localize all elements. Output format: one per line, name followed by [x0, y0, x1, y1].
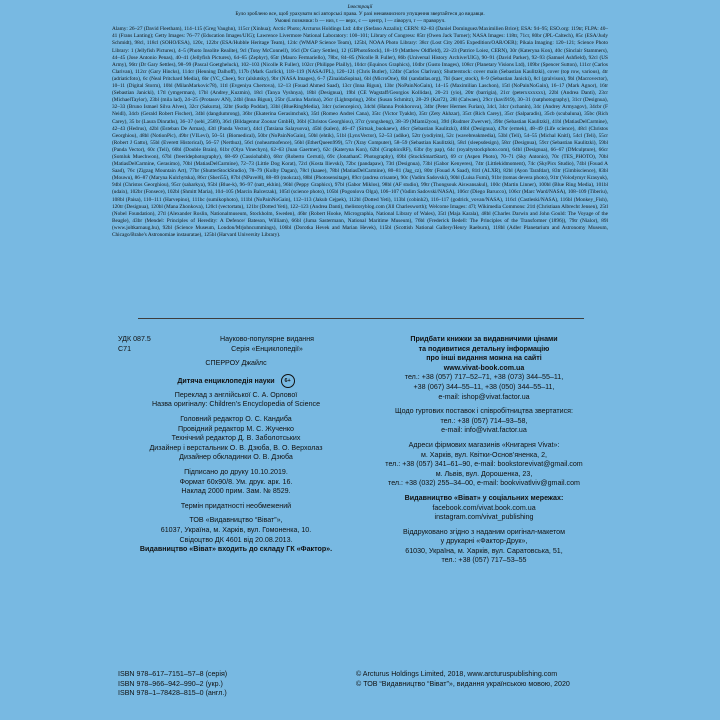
facebook-link[interactable]: facebook.com/vivat.book.com.ua — [432, 503, 536, 512]
printing-line: тел.: +38 (057) 717–53–55 — [441, 556, 527, 565]
buy-contact-line: тел.: +38 (057) 717–52–71, +38 (073) 344–55–11, — [404, 373, 564, 382]
staff-line: Дизайнер і верстальник О. В. Дзюба, В. О. Верхолаз — [149, 443, 323, 452]
print-detail-line: Підписано до друку 10.10.2019. — [184, 467, 288, 476]
printing-line: Віддруковано згідно з наданим оригінал-макетом — [403, 527, 565, 536]
website-link[interactable]: www.vivat-book.com.ua — [443, 363, 525, 372]
social-heading: Видавництво «Віват» у соціальних мережах: — [404, 493, 564, 502]
author-line: СПЕРРОУ Джайлс — [205, 359, 267, 368]
book-title: Дитяча енциклопедія науки — [177, 376, 275, 385]
copyright-line: © ТОВ “Видавництво “Віват”», видання українською мовою, 2020 — [356, 679, 570, 688]
translation-line: Переклад з англійської С. А. Орлової — [174, 390, 298, 399]
print-detail-line: Наклад 2000 прим. Зам. № 8529. — [181, 487, 291, 496]
publisher-line: Свідоцтво ДК 4601 від 20.08.2013. — [179, 535, 293, 544]
publisher-line: ТОВ «Видавництво “Віват”», — [189, 516, 283, 525]
isbn-block — [118, 670, 354, 699]
copyright-line: © Arcturus Holdings Limited, 2018, www.arcturuspublishing.com — [356, 670, 558, 678]
credits-legend-line: Умовні позначки: b — низ, t — верх, c — центр, l — ліворуч, r — праворуч. — [274, 18, 446, 25]
staff-line: Провідний редактор М. С. Жученко — [178, 424, 294, 433]
publisher-line: 61037, Україна, м. Харків, вул. Гомоненка, 10. — [160, 525, 312, 534]
print-detail-line: Формат 60х90/8. Ум. друк. арк. 16. — [179, 477, 293, 486]
imprint-block — [118, 335, 354, 555]
publisher-group-line: Видавництво «Віват» входить до складу ГК «Фактор». — [139, 545, 333, 554]
shelf-life-line: Термін придатності необмежений — [180, 501, 292, 510]
store-line: тел.: +38 (032) 255–34–00, e-mail: bookvivatlviv@gmail.com — [388, 479, 580, 488]
genre-line: Науково-популярне видання — [220, 335, 314, 343]
buy-contact-line: +38 (067) 344–55–11, +38 (050) 344–55–11, — [413, 382, 555, 391]
instagram-link[interactable]: instagram.com/vivat_publishing — [434, 513, 534, 522]
isbn-line: ISBN 978–966–942–990–2 (укр.) — [118, 679, 223, 688]
staff-line: Технічний редактор Д. В. Заболотських — [171, 434, 301, 443]
isbn-line: ISBN 978–617–7151–57–8 (серія) — [118, 670, 228, 678]
store-line: тел.: +38 (057) 341–61–90, e-mail: bookstorevivat@gmail.com — [385, 460, 583, 469]
wholesale-email-link[interactable]: e-mail: info@vivat.factor.ua — [441, 426, 527, 435]
isbn-line: ISBN 978–1–78428–815–0 (англ.) — [118, 689, 227, 698]
staff-line: Дизайнер обкладинки О. В. Дзюба — [179, 453, 293, 462]
copyright-block — [356, 670, 616, 689]
original-title-line: Назва оригіналу: Children’s Encyclopedia of Science — [151, 400, 321, 409]
credits-body: Alamy: 26–27 (David Fleetham), 114–115 (Greg Vaughn), 115cr (Xinhua); Arctic Photo; Arcturus Holdings Ltd: 44br (Stefano Azzalin); CERN: 82–83 (Daniel Dominguez/Maximilien Brice); ESA: 94–95; ESO.org: 119tr; FLPA: 40–41 (Frans Lanting); Getty Images: 76–77 (Education Images/UIG); Lawrence Livermore National Laboratory: 100–101; Library of Congress: 85tr (Owen Jack Turner); NASA Images: 118tr, 71cr, 80br (JPL-Caltech), 85c (ESA/Judy Schmidt), 98cl, 118cl (SOHO/ESA), 120c, 122br (ESA/Hubble Heritage Team), 124c (WMAP Science Team), 125bl, NOAA Photo Library: 38cr (Lost City 2005 Expedition/OAR/OER); Pikaia Imaging: 120–121; Science Photo Library: 1 (Jellyfish Pictures), 4–5 (Photo Insolite Realite), 9cl (Tony McConnell), 16cl (Dr Gary Settles), 12 (GIPhotoStock), 18–19 (Matthew Oldfield), 22–23 (Patrice Loiez, CERN), 30r (Kateryna Kon), 40c (Sinclair Stammers), 44–45 (Jose Antonio Penas), 40–41 (Jellyfish Pictures), 64–65 (Zephyr), 65tr (Mauro Fermariello), 78bc, 84–85 (Nicolle R Fuller), 86b (Universal History Archive/UIG), 90–91 (David Parker), 92–93 (Samuel Ashfield), 92cl (US Army), 96tr (Dr Gary Settles), 98–99 (Pascal Goetgheluck), 102–103 (Nicolle R Fuller), 102cr (Philippe Plailly), 104cr (Equinox Graphics), 104br (Gusto Images), 108cr (Planetary Visions Ltd), 109br (Spencer Sutton), 111cr (Carlos Clarivan), 112cr (Gary Hincks), 114cr (Henning Dalhoff), 117b (Mark Garlick), 118–119 (NASA/JPL), 120–121 (Chris Butler), 124br (Carlos Clarivan); Shutterstock: cover main (Sebastian Kaulitzki), cover (top row, various), 4tr (adriaticfoto), 6c (Neal Pritchard Media), 6br (YC_Chee), 9cr (alslutsky), 9br (NASA Images), 6–7 (ZinaidaSopina), 6bl (MicroOne), 6bl (sandatlas.org), 7bl (kaer_stock), 8–9 (Sebastian Janicki), 8cl (gralvison), 9bl (Macrovector), 10–11 (Digital Storm), 10bl (MilanMarkovic78), 11tl (Evgeniya Chertova), 12–13 (Fouad Ahmed Saad), 13cr (Inna Bigun), 13br (NoPainNoGain), 14–15 (Maximilian Laschon), 15tl (NoPainNoGain), 16–17 (Mark Agnor), 16tr (Sebastian Janicki), 17tl (ymgerman), 17bl (Andrey_Kuzmin), 18cl (Tanya Vyshnya), 18bl (Designua), 19bl (CE Wagstaff/Georgios Kollidas), 20–21 (yio), 20tr (barrigia), 21cr (peterxxxxxxx), 22bl (Andrea Danti), 23cr (MichaelTaylor), 23bl (mila lad), 24–25 (Protasov AN), 24bl (Inna Bigun), 25br (Larina Marina), 26cr (Lightspring), 26bc (Susan Schmitz), 28–29 (Kat72), 28l (Calwaes), 29cr (kavi919), 30–31 (natphotography), 31cr (Designua), 32–33 (Bruno Ismael Silva Alves), 32cr (Sakurra), 32br (Sudip Poddar), 33bl (BlueRingMedia), 34cr (sciencepics), 34cbl (Hanna Prokhorova), 34br (Peter Hermes Furian), 34cl, 34cr (xchanin), 34c (Andrey Armyagov), 34cbr (F Neidl), 34cb (Gerald Robert Fischer), 34bl (dangdumrong), 36br (Ekaterina Gerasimchuk), 35tl (Romeo Andrei Cana), 35tc (Victor Tyakht), 35tr (Zety Akhzar), 35ct (Rich Carey), 35cr (Salparadis), 35cb (scubaluna), 35bc (Rich Carey), 35 br (Laura Dinraths), 36–37 (sebi_2569), 36cl (Bildagentur Zoonar GmbH), 36bl (Christos Georghiou), 37cr (yongsheng), 38–39 (Miami2you), 39tl (Rudmer Zwerver), 39br (Sebastian Kaulitzki), 41bl (MatiasDelCarmine), 42–43 (Hedrus), 42bl (Esteban De Armas), 43tl (Panda Vector), 44cl (Tatsiana Salayuova), 45bl (kalen), 46–47 (Sirtsak_buokaew), 46cr (Sebastian Kaulitzki), 46bl (Designua), 47br (ermek), 48–49 (Life science), 48cl (Christos Georghiou), 48bl (NotionPic), 49br (VILevi), 50–51 (Biomedical), 50br (NoPainNoGain), 50bl (ehtik), 51bl (LynxVector), 52–53 (adike), 52tr (yodiyim), 52c (wavebreakmedia), 53bl (Teli), 54–55 (Michal Knitl), 54cl (Teli), 55cr (Robert J Gatto), 55bl (Everett Historical), 56–57 (Nerthuz), 56cl (noheartnofence), 56bl (EtherQueen999), 57r (Xray Computer), 58–59 (Sebastian Kaulitzki), 58cl (sleepsdesign), 58cr (Designua), 59cr (Sebastian Kaulitzki), 59bl (Panda Vector), 60c (Teli), 60bl (Double Brain), 61br (Olya Vinechyn), 62–63 (Juan Gaertner), 62c (Kateryna Kon), 62bl (GraphicsRF), 63br (by pap), 64c (royaltystockphoto.com), 64bl (Designua), 66–67 (DMculpture), 66cr (Somluk Muechwon), 67bl (freeridephotography), 68–69 (Cassiohabib), 68cr (Roberto Cerruti), 69c (JonathanC Photography), 69bl (StockSmartStart), 69 cr (Aspen Photo), 70–71 (Sky Antonio), 70c (TES_PHOTO), 70bl (MatiasDelCarmine, Gerasimo), 70bl (MatiasDelCarmine), 72–73 (Little Dog Korat), 72cl (Kosta Ilievski), 72bc (pandapaw), 73tl (Designua), 73bl (Gabor Kenyeres), 74tr (Littlekidmoment), 74c (SkyPics Studio), 74bl (Fouad A Saad), 76c (Zigzag Mountain Art), 77br (ShutterStockStudio), 78–79 (Kolby Dagan), 78cl (kaaee), 78bl (MatiasDelCarmine), 80–81 (Jag_cz), 80tr (Fouad A Saad), 81tl (ALXR), 82bl (Ayon Tarafdar), 83tr (Gimbiscience), 83bl (Mouwu), 86–87 (Maryna Kulchytska), 86cr (Sheri55), 87bl (NPavel8), 88–89 (mokcaz), 88bl (Photosensitage), 89cr (andrea crisante), 90c (Vadim Sadovski), 90bl (Luisa Fumi), 91br (tomas devera photo), 91tr (Volodymyr Krasyuk), 94bl (Christos Georghiou), 95cr (saharkya), 95bl (Blue-k), 96–97 (natt_ekhin), 96bl (Peppy Graphics), 97bl (Gabor Miklos), 98bl (AF studio), 99tr (Thongsouk Aiswansakul), 100c (Martin Linner), 100bl (Blue Ring Media), 101bl (udaix), 102br (Fonsece), 102bl (Shmitt Maria), 104–105 (Marcin Balcerzak), 105tl (science photo), 105bl (Pogonlova Olga), 106–107 (Vadim Sadovski/NASA), 106cr (Diego Barucco), 106cr (Marc Ward/NASA), 108–109 (Tiberiu), 108bl (Paisa), 110–111 (Harvepino), 111bc (sumikophoto), 111bl (NoPainNoGain), 112–113 (Jakub Cejpek), 112bl (Dotted Yeti), 113bl (cobinh2), 116–117 (godrick_vovan/NASA), 116cl (Castleski/NASA), 116bl (Monkey_Fish), 120tr (Designua), 120bl (Mana Zhonkova), 120cl (vectortatu), 121br (Dotted Yeti), 122–123 (Andrea Danti), thelistoryblog.com (Jill Charlesworth); Welcome Images: 47l; Wikimedia Commons: 21tl (Christiaan Albrecht Jensen), 25tl (Nobel Foundation), 27tl (Alexander Roslin, Nationalmuseum, Stockholm, Sweden), 46br (Robert Hooke, Micrographia, National Library of Wales), 35tl (Maja Karala), 48bl (Charles Darwin and John Gould: The Voyage of the Beagle), 43br (Mendel: Principles of Heredity: A Defence/ Bateson, William), 66bl (Juma Sastermann, National Maritime Museum), 76bl (Frederick Bedell: The Principles of the Transformer (1896)), 79tr (Nialor), 89l (www.joltkarnaug.hu), 92bl (Science Museum, London/Mrjohncummings), 106bl (Dorotka Hevek and Marian Hevek), 115bl (Scottish National Gallery/Henry Raeburn), 118bl (Adler Planetarium and Astronomy Museum, Chicago/Brahe's Astronomiae instauratae), 125bl (Harvard University Library). — [112, 26, 608, 238]
book-title-row — [118, 374, 354, 388]
store-line: м. Львів, вул. Дорошенка, 23, — [435, 469, 533, 478]
classification-code: С71 — [118, 344, 132, 353]
udk-code: УДК 087.5 — [118, 335, 151, 343]
printing-line: 61030, Україна, м. Харків, вул. Саратовська, 51, — [405, 546, 563, 555]
shop-email-link[interactable]: e-mail: ishop@vivat.factor.ua — [438, 392, 530, 401]
divider-line — [138, 318, 584, 319]
store-line: м. Харків, вул. Квітки-Основ’яненка, 2, — [420, 450, 548, 459]
credits-intro-line: Було зроблено все, щоб урахувати всі авторські права. У разі ненавмисного упущення звертайтеся до видавця. — [235, 11, 485, 18]
buy-heading-line: Придбати книжки за видавничими цінами — [410, 335, 558, 343]
age-rating-badge: 6+ — [281, 374, 295, 388]
illustration-credits — [112, 4, 608, 239]
wholesale-line: тел.: +38 (057) 714–93–58, — [440, 416, 528, 425]
buy-heading-line: та подивитися детальну інформацію — [418, 344, 550, 353]
wholesale-heading: Щодо гуртових поставок і співробітництва звертатися: — [395, 407, 573, 416]
staff-line: Головний редактор О. С. Кандиба — [180, 414, 292, 423]
series-line: Серія «Енциклопедії» — [231, 344, 303, 353]
contacts-block — [360, 335, 608, 566]
credits-heading: Ілюстрації — [347, 4, 373, 10]
stores-heading: Адреси фірмових магазинів «Книгарня Vivat»: — [408, 440, 560, 449]
buy-heading-line: про інші видання можна на сайті — [426, 354, 542, 363]
printing-line: у друкарні «Фактор-Друк», — [440, 537, 528, 546]
